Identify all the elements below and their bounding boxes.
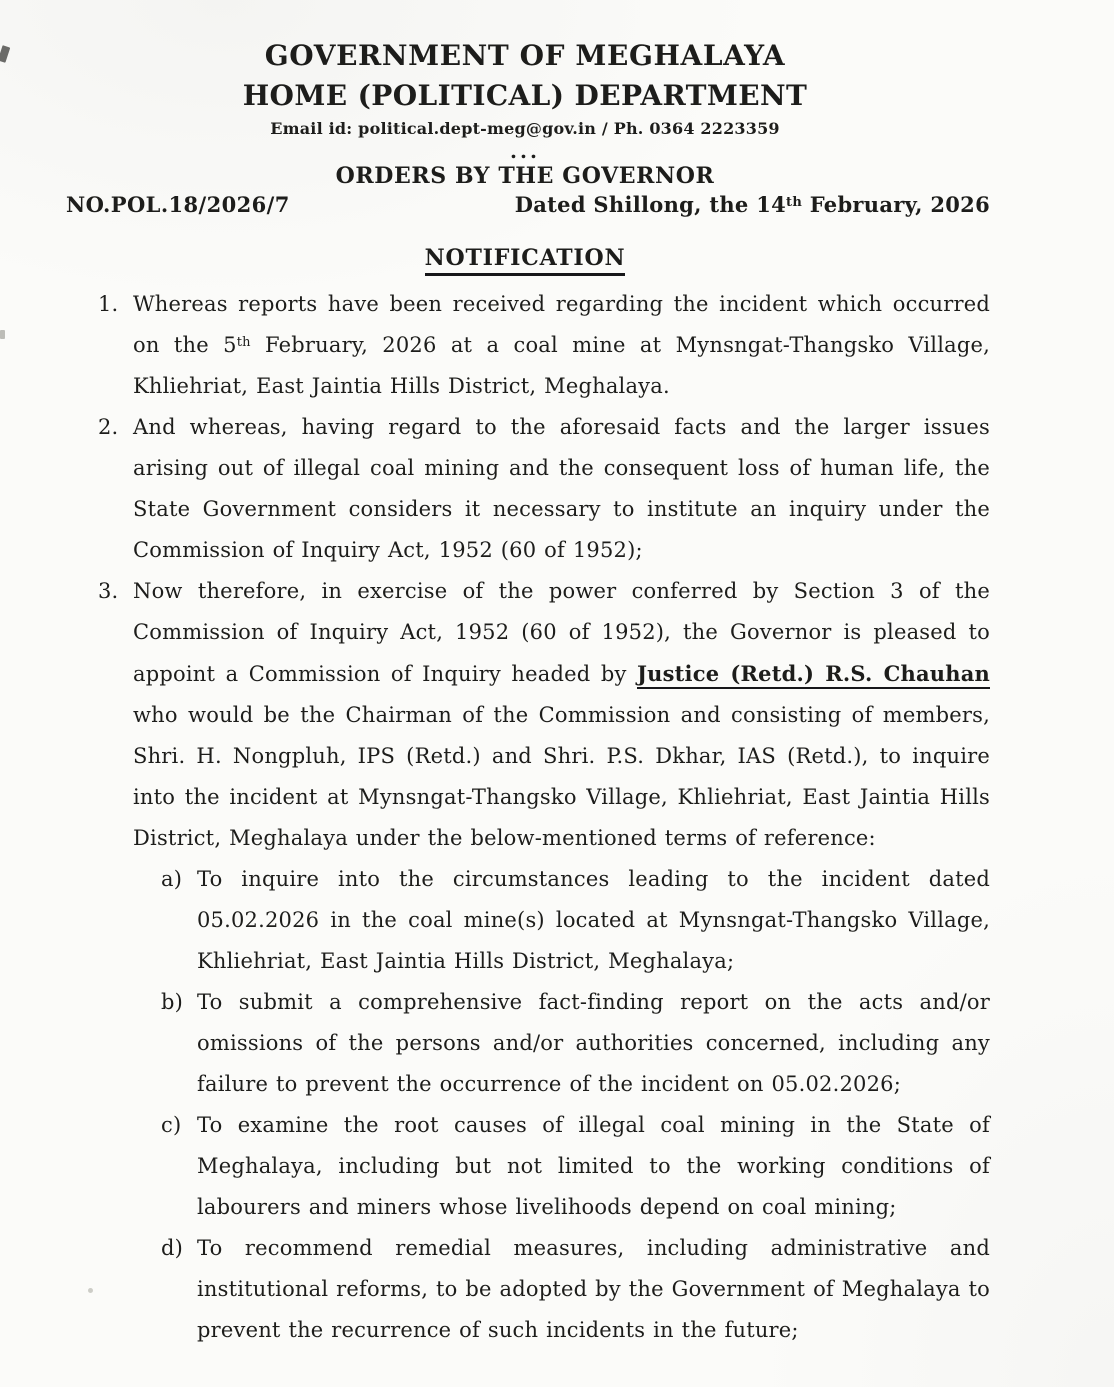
term-label: b) bbox=[161, 990, 184, 1014]
paragraph-2 bbox=[60, 407, 990, 571]
reference-number: NO.POL.18/2026/7 bbox=[66, 192, 290, 217]
term-text: To recommend remedial measures, including administrative and institutional reforms, to be adopted by the Government of Meghalaya to prevent the recurrence of such incidents in the future; bbox=[197, 1236, 990, 1342]
paragraph-text: And whereas, having regard to the aforesaid facts and the larger issues arising out of illegal coal mining and the consequent loss of human life, the State Government considers it necessary to institute an inquiry under the Commission of Inquiry Act, 1952 (60 of 1952); bbox=[133, 415, 990, 562]
paragraph-number: 3. bbox=[98, 579, 119, 603]
paragraph-text bbox=[133, 292, 990, 398]
notification-heading-row bbox=[60, 243, 990, 275]
term-item-b bbox=[60, 982, 990, 1105]
document-body bbox=[60, 284, 990, 1351]
term-text: To inquire into the circumstances leading to the incident dated 05.02.2026 in the coal mine(s) located at Mynsngat-Thangsko Village, Khliehriat, East Jaintia Hills District, Meghalaya; bbox=[197, 867, 990, 973]
scan-artifact bbox=[0, 45, 10, 63]
paragraph-3-text-start: Now therefore, in exercise of the power conferred by Section 3 of the Commission of Inquiry Act, 1952 (60 of 1952), the Governor is pleased to appoint a Commission of Inquiry headed by bbox=[133, 579, 990, 686]
date-suffix: February, 2026 bbox=[802, 192, 990, 217]
date-line bbox=[515, 192, 990, 217]
term-item-c bbox=[60, 1105, 990, 1228]
term-label: a) bbox=[161, 867, 183, 891]
date-prefix: Dated Shillong, the 14 bbox=[514, 192, 787, 217]
paragraph-number: 1. bbox=[98, 292, 119, 316]
commission-chairman-name: Justice (Retd.) R.S. Chauhan bbox=[637, 661, 990, 689]
term-item-a bbox=[60, 859, 990, 982]
letterhead bbox=[60, 0, 990, 192]
term-text: To submit a comprehensive fact-finding report on the acts and/or omissions of the persons and/or authorities concerned, including any failure to prevent the occurrence of the incident on 05.02.2026; bbox=[197, 990, 990, 1096]
paragraph-text bbox=[133, 579, 990, 850]
paragraph-1-text-end: February, 2026 at a coal mine at Mynsngat-Thangsko Village, Khliehriat, East Jaintia Hills District, Meghalaya. bbox=[133, 333, 990, 398]
reference-row bbox=[66, 192, 990, 217]
paragraph-1 bbox=[60, 284, 990, 407]
date-ordinal-suffix: th bbox=[786, 195, 803, 211]
scan-artifact bbox=[0, 330, 5, 339]
org-title: GOVERNMENT OF MEGHALAYA bbox=[264, 39, 786, 72]
dept-title: HOME (POLITICAL) DEPARTMENT bbox=[242, 79, 808, 112]
dots-separator: ... bbox=[510, 139, 540, 163]
orders-heading: ORDERS BY THE GOVERNOR bbox=[335, 163, 715, 189]
term-label: d) bbox=[161, 1236, 184, 1260]
date-ordinal-suffix: th bbox=[236, 335, 251, 351]
contact-line: Email id: political.dept-meg@gov.in / Ph. 0364 2223359 bbox=[270, 119, 780, 138]
notification-heading: NOTIFICATION bbox=[425, 245, 626, 276]
term-item-d bbox=[60, 1228, 990, 1351]
paragraph-3-text-end: who would be the Chairman of the Commission and consisting of members, Shri. H. Nongpluh, IPS (Retd.) and Shri. P.S. Dkhar, IAS (Retd.), to inquire into the incident at Mynsngat-Thangsko Village, Khliehriat, East Jaintia Hills District, Meghalaya under the below-mentioned terms of reference: bbox=[133, 703, 990, 850]
paragraph-number: 2. bbox=[98, 415, 119, 439]
paragraph-1-text-start: Whereas reports have been received regarding the incident which occurred on the 5 bbox=[133, 292, 990, 357]
paragraph-3 bbox=[60, 571, 990, 859]
term-text: To examine the root causes of illegal coal mining in the State of Meghalaya, including but not limited to the working conditions of labourers and miners whose livelihoods depend on coal mining; bbox=[197, 1113, 990, 1219]
term-label: c) bbox=[161, 1113, 182, 1137]
